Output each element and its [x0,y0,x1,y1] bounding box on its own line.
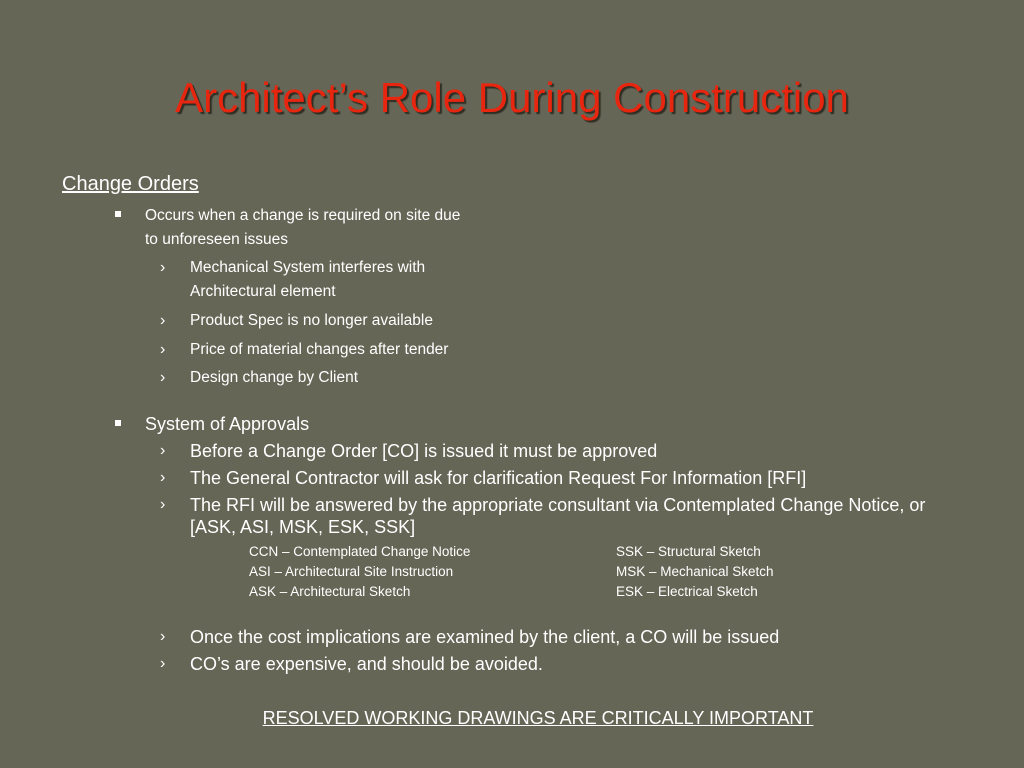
approval-item-2: The General Contractor will ask for clarification Request For Information [RFI] [190,468,807,488]
chevron-bullet-icon: › [160,341,166,358]
footer-note: RESOLVED WORKING DRAWINGS ARE CRITICALLY IMPORTANT [262,708,814,728]
section-heading: Change Orders [62,173,199,195]
subitem-3: Price of material changes after tender [190,341,449,358]
chevron-bullet-icon: › [160,655,166,672]
square-bullet-icon [115,420,121,426]
abbreviation-ssk: SSK – Structural Sketch [616,544,761,559]
abbreviation-esk: ESK – Electrical Sketch [616,584,758,599]
bullet-1-line-2: to unforeseen issues [145,231,289,248]
approval-item-3-line-2: [ASK, ASI, MSK, ESK, SSK] [190,517,416,537]
abbreviation-ask: ASK – Architectural Sketch [249,584,411,599]
chevron-bullet-icon: › [160,496,166,513]
chevron-bullet-icon: › [160,442,166,459]
abbreviation-asi: ASI – Architectural Site Instruction [249,564,454,579]
abbreviation-ccn: CCN – Contemplated Change Notice [249,544,471,559]
abbreviation-msk: MSK – Mechanical Sketch [616,564,774,579]
chevron-bullet-icon: › [160,259,166,276]
approval-item-3-line-1: The RFI will be answered by the appropriate consultant via Contemplated Change Notice, or [190,495,926,515]
subitem-1-line-2: Architectural element [190,283,336,300]
bullet-2: System of Approvals [145,414,310,434]
chevron-bullet-icon: › [160,628,166,645]
chevron-bullet-icon: › [160,469,166,486]
closing-item-2: CO’s are expensive, and should be avoided. [190,654,543,674]
subitem-2: Product Spec is no longer available [190,312,433,329]
subitem-4: Design change by Client [190,369,359,386]
chevron-bullet-icon: › [160,312,166,329]
subitem-1-line-1: Mechanical System interferes with [190,259,426,276]
chevron-bullet-icon: › [160,369,166,386]
closing-item-1: Once the cost implications are examined by the client, a CO will be issued [190,627,780,647]
square-bullet-icon [115,211,121,217]
approval-item-1: Before a Change Order [CO] is issued it must be approved [190,441,658,461]
slide-title: Architect’s Role During Construction [175,74,849,121]
bullet-1-line-1: Occurs when a change is required on site due [145,207,461,224]
